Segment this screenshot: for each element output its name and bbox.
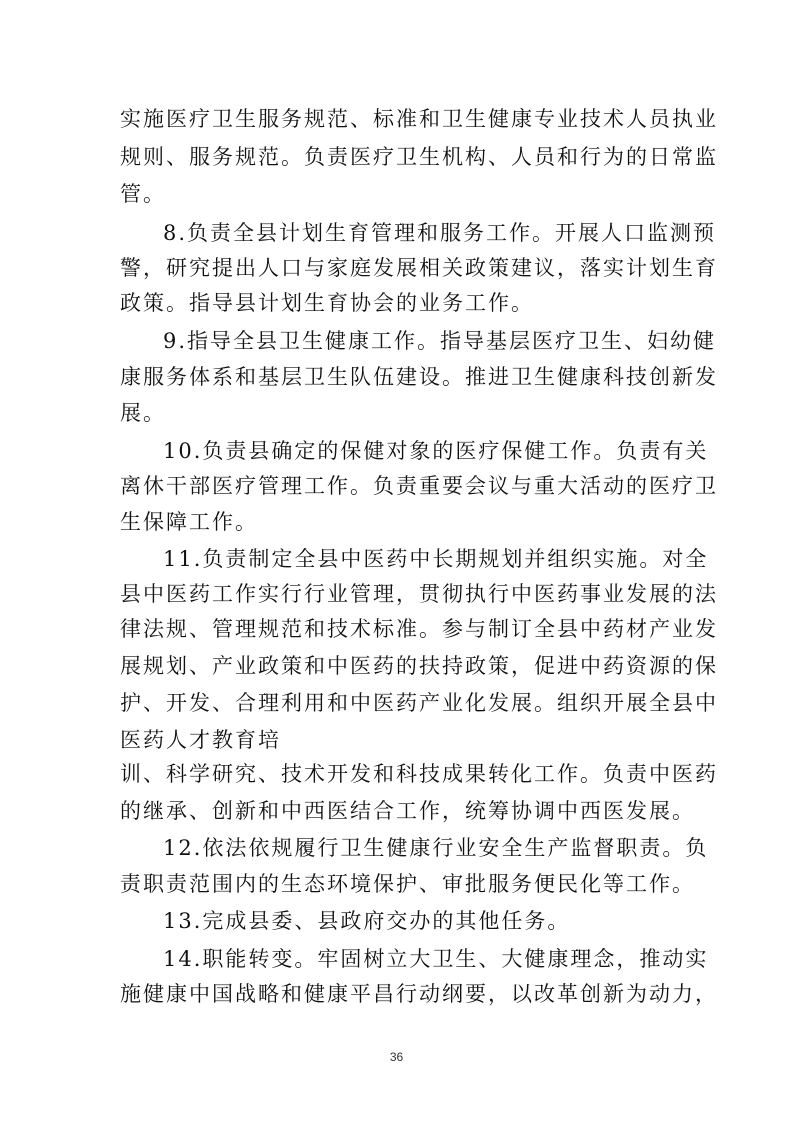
text-line: 护、开发、合理利用和中医药产业化发展。组织开展全县中 — [120, 691, 718, 715]
text-line: 县中医药工作实行行业管理，贯彻执行中医药事业发展的法 — [120, 582, 718, 606]
text-line: 展。 — [120, 401, 166, 425]
text-line: 12.依法依规履行卫生健康行业安全生产监督职责。负 — [163, 836, 709, 860]
text-line: 警，研究提出人口与家庭发展相关政策建议，落实计划生育 — [120, 256, 718, 280]
text-line: 训、科学研究、技术开发和科技成果转化工作。负责中医药 — [120, 762, 718, 786]
text-line: 规则、服务规范。负责医疗卫生机构、人员和行为的日常监 — [120, 145, 718, 169]
text-line: 10.负责县确定的保健对象的医疗保健工作。负责有关 — [163, 439, 709, 463]
text-line: 的继承、创新和中西医结合工作，统筹协调中西医发展。 — [120, 799, 695, 823]
page-number: 36 — [389, 1050, 404, 1064]
text-line: 13.完成县委、县政府交办的其他任务。 — [163, 909, 571, 933]
text-line: 康服务体系和基层卫生队伍建设。推进卫生健康科技创新发 — [120, 365, 718, 389]
text-line: 律法规、管理规范和技术标准。参与制订全县中药材产业发 — [120, 617, 718, 641]
text-line: 离休干部医疗管理工作。负责重要会议与重大活动的医疗卫 — [120, 474, 718, 498]
text-line: 政策。指导县计划生育协会的业务工作。 — [120, 291, 534, 315]
text-line: 实施医疗卫生服务规范、标准和卫生健康专业技术人员执业 — [120, 107, 718, 131]
text-line: 施健康中国战略和健康平昌行动纲要，以改革创新为动力， — [120, 982, 718, 1006]
text-line: 11.负责制定全县中医药中长期规划并组织实施。对全 — [163, 547, 709, 571]
text-line: 管。 — [120, 182, 166, 206]
text-line: 14.职能转变。牢固树立大卫生、大健康理念，推动实 — [163, 947, 709, 971]
text-line: 医药人才教育培 — [120, 728, 281, 752]
text-line: 责职责范围内的生态环境保护、审批服务便民化等工作。 — [120, 872, 695, 896]
text-line: 9.指导全县卫生健康工作。指导基层医疗卫生、妇幼健 — [163, 329, 717, 353]
text-line: 生保障工作。 — [120, 510, 258, 534]
text-line: 8.负责全县计划生育管理和服务工作。开展人口监测预 — [163, 221, 717, 245]
text-line: 展规划、产业政策和中医药的扶持政策，促进中药资源的保 — [120, 654, 718, 678]
